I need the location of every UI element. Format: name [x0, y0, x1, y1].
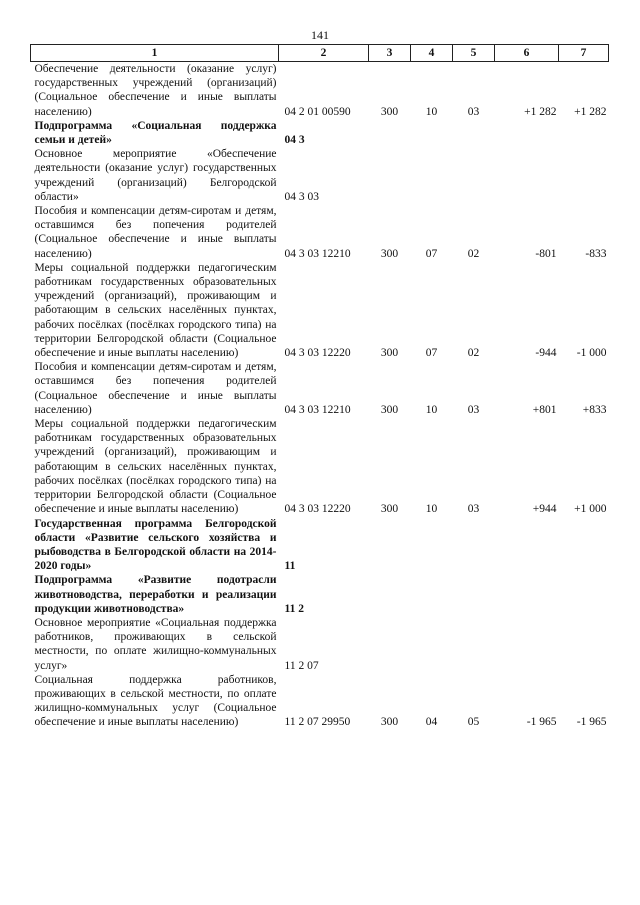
row-section: 10: [425, 503, 438, 516]
row-section: 10: [425, 403, 438, 416]
table-row: [31, 517, 609, 574]
row-description: Пособия и компенсации детям-сиротам и детям, оставшимся без попечения родителей (Социальное обеспечение и иные выплаты населению): [34, 361, 277, 416]
row-section: [411, 616, 453, 673]
row-subsection: [453, 119, 495, 147]
row-subsection: 03: [467, 105, 480, 118]
row-description: Основное мероприятие «Обеспечение деятельности (оказание услуг) государственных учреждений (организаций) Белгородской области»: [34, 148, 277, 203]
row-code: 04 2 01 00590: [284, 105, 351, 118]
page-number: 141: [311, 28, 329, 42]
row-code: 11 2 07 29950: [284, 716, 351, 729]
table-row: [31, 573, 609, 616]
row-expense-type: 300: [380, 716, 399, 729]
row-amount-1: [495, 616, 559, 673]
row-code: 04 3 03 12220: [284, 503, 351, 516]
column-header: 1: [31, 45, 279, 62]
row-description: Подпрограмма «Социальная поддержка семьи и детей»: [34, 119, 277, 147]
row-section: 07: [425, 247, 438, 260]
row-description: Социальная поддержка работников, проживающих в сельской местности, по оплате жилищно-коммунальных услуг (Социальное обеспечение и иные выплаты населению): [34, 673, 277, 729]
row-code: 11 2: [284, 602, 304, 615]
row-expense-type: 300: [380, 347, 399, 360]
row-amount-2: [559, 147, 609, 204]
row-description: Пособия и компенсации детям-сиротам и детям, оставшимся без попечения родителей (Социальное обеспечение и иные выплаты населению): [34, 205, 277, 260]
row-amount-1: [495, 119, 559, 147]
row-code: 04 3: [284, 134, 305, 147]
table-row: [31, 673, 609, 730]
row-subsection: [453, 517, 495, 574]
row-section: [411, 147, 453, 204]
table-row: [31, 204, 609, 261]
row-expense-type: 300: [380, 105, 399, 118]
row-subsection: 03: [467, 403, 480, 416]
row-subsection: [453, 573, 495, 616]
row-amount-2: -1 965: [576, 716, 607, 729]
row-amount-2: +1 282: [574, 105, 607, 118]
row-subsection: 03: [467, 503, 480, 516]
table-row: [31, 119, 609, 147]
table-row: [31, 147, 609, 204]
table-body: [31, 62, 609, 730]
row-amount-2: [559, 573, 609, 616]
column-header: 3: [369, 45, 411, 62]
row-amount-1: [495, 517, 559, 574]
row-amount-2: +1 000: [574, 503, 607, 516]
row-expense-type: 300: [380, 247, 399, 260]
row-amount-2: +833: [582, 403, 607, 416]
row-description: Обеспечение деятельности (оказание услуг) государственных учреждений (организаций) (Социальное обеспечение и иные выплаты населению): [34, 63, 277, 118]
row-section: 07: [425, 347, 438, 360]
row-amount-1: +944: [532, 503, 557, 516]
row-amount-1: +801: [532, 403, 557, 416]
row-subsection: 05: [467, 716, 480, 729]
row-section: [411, 573, 453, 616]
row-code: 11 2 07: [284, 659, 319, 672]
row-code: 04 3 03 12220: [284, 347, 351, 360]
table-row: [31, 261, 609, 360]
row-subsection: [453, 147, 495, 204]
row-amount-2: -1 000: [576, 347, 607, 360]
row-section: [411, 517, 453, 574]
column-header: 4: [411, 45, 453, 62]
row-subsection: [453, 616, 495, 673]
column-header: 6: [495, 45, 559, 62]
column-header: 7: [559, 45, 609, 62]
row-section: 10: [425, 105, 438, 118]
table-row: [31, 616, 609, 673]
row-amount-1: -944: [535, 347, 557, 360]
row-code: 04 3 03 12210: [284, 403, 351, 416]
row-description: Меры социальной поддержки педагогическим работникам государственных образовательных учреждений (организаций), проживающим и работающим в сельских населённых пунктах, рабочих посёлках (посёлках городского типа) на территории Белгородской области (Социальное обеспечение и иные выплаты населению): [34, 261, 277, 360]
column-header: 2: [279, 45, 369, 62]
row-description: Государственная программа Белгородской области «Развитие сельского хозяйства и рыбоводства в Белгородской области на 2014-2020 годы»: [34, 517, 277, 573]
row-expense-type: [369, 616, 411, 673]
row-description: Основное мероприятие «Социальная поддержка работников, проживающих в сельской местности, по оплате жилищно-коммунальных услуг»: [34, 616, 277, 672]
row-code: 04 3 03: [284, 190, 319, 203]
row-expense-type: [369, 573, 411, 616]
row-amount-1: -1 965: [526, 716, 557, 729]
row-expense-type: 300: [380, 403, 399, 416]
row-amount-1: -801: [535, 247, 557, 260]
row-code: 04 3 03 12210: [284, 247, 351, 260]
table-row: [31, 360, 609, 417]
row-expense-type: [369, 517, 411, 574]
row-expense-type: [369, 119, 411, 147]
row-description: Подпрограмма «Развитие подотрасли животноводства, переработки и реализации продукции животноводства»: [34, 574, 277, 615]
row-expense-type: [369, 147, 411, 204]
column-header: 5: [453, 45, 495, 62]
row-expense-type: 300: [380, 503, 399, 516]
row-amount-1: [495, 147, 559, 204]
table-row: [31, 417, 609, 516]
row-amount-2: -833: [585, 247, 607, 260]
row-subsection: 02: [467, 247, 480, 260]
row-amount-1: [495, 573, 559, 616]
row-amount-2: [559, 517, 609, 574]
row-amount-2: [559, 119, 609, 147]
row-code: 11: [284, 560, 296, 573]
row-subsection: 02: [467, 347, 480, 360]
table-header-row: [31, 45, 609, 62]
budget-table: [30, 44, 609, 730]
table-row: [31, 62, 609, 119]
row-description: Меры социальной поддержки педагогическим работникам государственных образовательных учреждений (организаций), проживающим и работающим в сельских населённых пунктах, рабочих посёлках (посёлках городского типа) на территории Белгородской области (Социальное обеспечение и иные выплаты населению): [34, 418, 277, 516]
row-section: 04: [425, 716, 438, 729]
row-amount-2: [559, 616, 609, 673]
row-section: [411, 119, 453, 147]
row-amount-1: +1 282: [524, 105, 557, 118]
